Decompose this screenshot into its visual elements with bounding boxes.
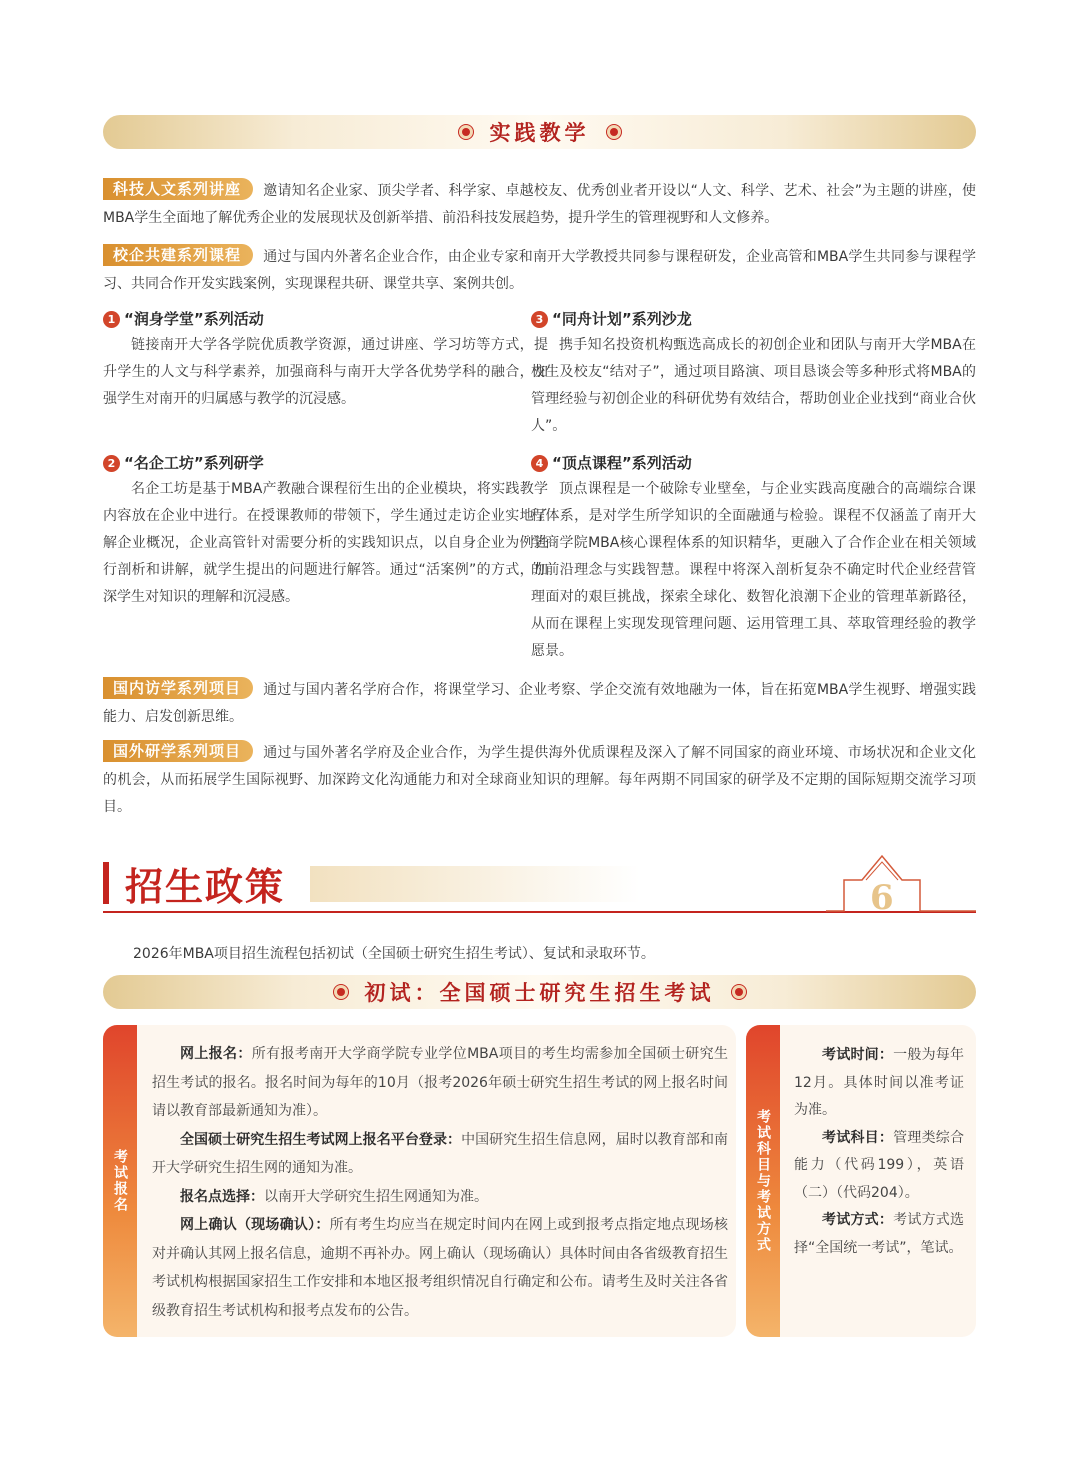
platform-label: 全国硕士研究生招生考试网上报名平台登录： bbox=[180, 1131, 462, 1148]
overseas-tag: 国外研学系列项目 bbox=[103, 740, 253, 762]
ornament-icon bbox=[735, 988, 743, 996]
roof-outline-icon bbox=[826, 852, 976, 914]
policy-heading bbox=[103, 858, 285, 908]
coop-course-text: 通过与国内外著名企业合作，由企业专家和南开大学教授共同参与课程研发，企业高管和MBA学生共同参与课程学习、共同合作开发实践案例，实现课程共研、课堂共享、案例共创。 bbox=[103, 249, 976, 292]
section-fade bbox=[310, 866, 640, 902]
number-badge: 4 bbox=[531, 455, 548, 472]
activity-text: 顶点课程是一个破除专业壁垒，与企业实践高度融合的高端综合课程体系，是对学生所学知识的全面融通与检验。课程不仅涵盖了南开大学商学院MBA核心课程体系的知识精华，更融入了合作企业在相关领域的前沿理念与实践智慧。课程中将深入剖析复杂不确定时代企业经营管理面对的艰巨挑战，探索全球化、数智化浪潮下企业的管理革新路径，从而在课程上实现发现管理问题、运用管理工具、萃取管理经验的教学愿景。 bbox=[531, 481, 976, 659]
activity-title: “名企工坊”系列研学 bbox=[124, 454, 264, 472]
activity-text: 链接南开大学各学院优质教学资源，通过讲座、学习坊等方式，提升学生的人文与科学素养，加强商科与南开大学各优势学科的融合，加强学生对南开的归属感与教学的沉浸感。 bbox=[103, 337, 548, 407]
site-text: 以南开大学研究生招生网通知为准。 bbox=[264, 1188, 488, 1205]
ornament-icon bbox=[610, 128, 618, 136]
activity-text: 携手知名投资机构甄选高成长的初创企业和团队与南开大学MBA在校生及校友“结对子”，通过项目路演、项目恳谈会等多种形式将MBA的管理经验与初创企业的科研优势有效结合，帮助创业企业找到“商业合伙人”。 bbox=[531, 337, 976, 434]
subjects-label: 考试科目与考试方式 bbox=[746, 1025, 780, 1337]
policy-title: 招生政策 bbox=[125, 864, 286, 909]
activity-text: 名企工坊是基于MBA产教融合课程衍生出的企业模块，将实践教学内容放在企业中进行。在授课教师的带领下，学生通过走访企业实地了解企业概况，企业高管针对需要分析的实践知识点，以自身企业为例进行剖析和讲解，就学生提出的问题进行解答。通过“活案例”的方式，加深学生对知识的理解和沉浸感。 bbox=[103, 481, 548, 605]
overseas-text: 通过与国外著名学府及企业合作，为学生提供海外优质课程及深入了解不同国家的商业环境、市场状况和企业文化的机会，从而拓展学生国际视野、加深跨文化沟通能力和对全球商业知识的理解。每年两期不同国家的研学及不定期的国际短期交流学习项目。 bbox=[103, 745, 976, 815]
activity-title: “顶点课程”系列活动 bbox=[552, 454, 692, 472]
confirm-label: 网上确认（现场确认）： bbox=[180, 1217, 330, 1233]
overseas-paragraph bbox=[103, 740, 976, 821]
exam-banner bbox=[103, 975, 976, 1009]
practice-banner bbox=[103, 115, 976, 149]
subject-label: 考试科目： bbox=[822, 1129, 894, 1146]
mode-label: 考试方式： bbox=[822, 1212, 894, 1228]
platform-text: 中国研究生招生信息网，届时以教育部和南开大学研究生招生网的通知为准。 bbox=[152, 1131, 729, 1176]
domestic-text: 通过与国内著名学府合作，将课堂学习、企业考察、学企交流有效地融为一体，旨在拓宽MBA学生视野、增强实践能力、启发创新思维。 bbox=[103, 682, 976, 725]
activity-item-2 bbox=[103, 450, 548, 611]
time-text: 一般为每年12月。具体时间以准考证为准。 bbox=[794, 1047, 965, 1118]
practice-title: 实践教学 bbox=[489, 121, 590, 145]
ornament-icon bbox=[337, 988, 345, 996]
exam-banner-title: 初试：全国硕士研究生招生考试 bbox=[364, 981, 715, 1005]
subjects-content bbox=[794, 1042, 964, 1262]
number-badge: 3 bbox=[531, 311, 548, 328]
domestic-tag: 国内访学系列项目 bbox=[103, 677, 253, 699]
section-number: 6 bbox=[870, 878, 894, 918]
subjects-box bbox=[746, 1025, 976, 1337]
registration-label: 考试报名 bbox=[103, 1025, 137, 1337]
registration-content bbox=[152, 1040, 728, 1325]
online-text: 所有报考南开大学商学院专业学位MBA项目的考生均需参加全国硕士研究生招生考试的报名。报名时间为每年的10月（报考2026年硕士研究生招生考试的网上报名时间请以教育部最新通知为准）。 bbox=[152, 1046, 729, 1119]
online-label: 网上报名： bbox=[180, 1046, 252, 1062]
activity-item-1 bbox=[103, 306, 548, 413]
domestic-paragraph bbox=[103, 677, 976, 731]
heading-bar bbox=[103, 862, 109, 904]
tech-lecture-paragraph bbox=[103, 178, 976, 232]
tech-lecture-tag: 科技人文系列讲座 bbox=[103, 178, 253, 200]
subject-text: 管理类综合能力（代码199），英语（二）（代码204）。 bbox=[794, 1129, 965, 1201]
ornament-icon bbox=[462, 128, 470, 136]
time-label: 考试时间： bbox=[822, 1047, 894, 1063]
tech-lecture-text: 邀请知名企业家、顶尖学者、科学家、卓越校友、优秀创业者开设以“人文、科学、艺术、社会”为主题的讲座，使MBA学生全面地了解优秀企业的发展现状及创新举措、前沿科技发展趋势，提升学生的管理视野和人文修养。 bbox=[103, 183, 976, 226]
activity-title: “润身学堂”系列活动 bbox=[124, 310, 264, 328]
number-badge: 1 bbox=[103, 311, 120, 328]
coop-course-paragraph bbox=[103, 244, 976, 298]
activity-item-3 bbox=[531, 306, 976, 440]
mode-text: 考试方式选择“全国统一考试”，笔试。 bbox=[794, 1212, 965, 1256]
site-label: 报名点选择： bbox=[180, 1188, 264, 1205]
policy-intro: 2026年MBA项目招生流程包括初试（全国硕士研究生招生考试）、复试和录取环节。 bbox=[133, 946, 655, 962]
activity-item-4 bbox=[531, 450, 976, 665]
coop-course-tag: 校企共建系列课程 bbox=[103, 244, 253, 266]
confirm-text: 所有考生均应当在规定时间内在网上或到报考点指定地点现场核对并确认其网上报名信息，逾期不再补办。网上确认（现场确认）具体时间由各省级教育招生考试机构根据国家招生工作安排和本地区报考组织情况自行确定和公布。请考生及时关注各省级教育招生考试机构和报考点发布的公告。 bbox=[152, 1217, 729, 1319]
registration-box bbox=[103, 1025, 736, 1337]
number-badge: 2 bbox=[103, 455, 120, 472]
activity-title: “同舟计划”系列沙龙 bbox=[552, 310, 692, 328]
